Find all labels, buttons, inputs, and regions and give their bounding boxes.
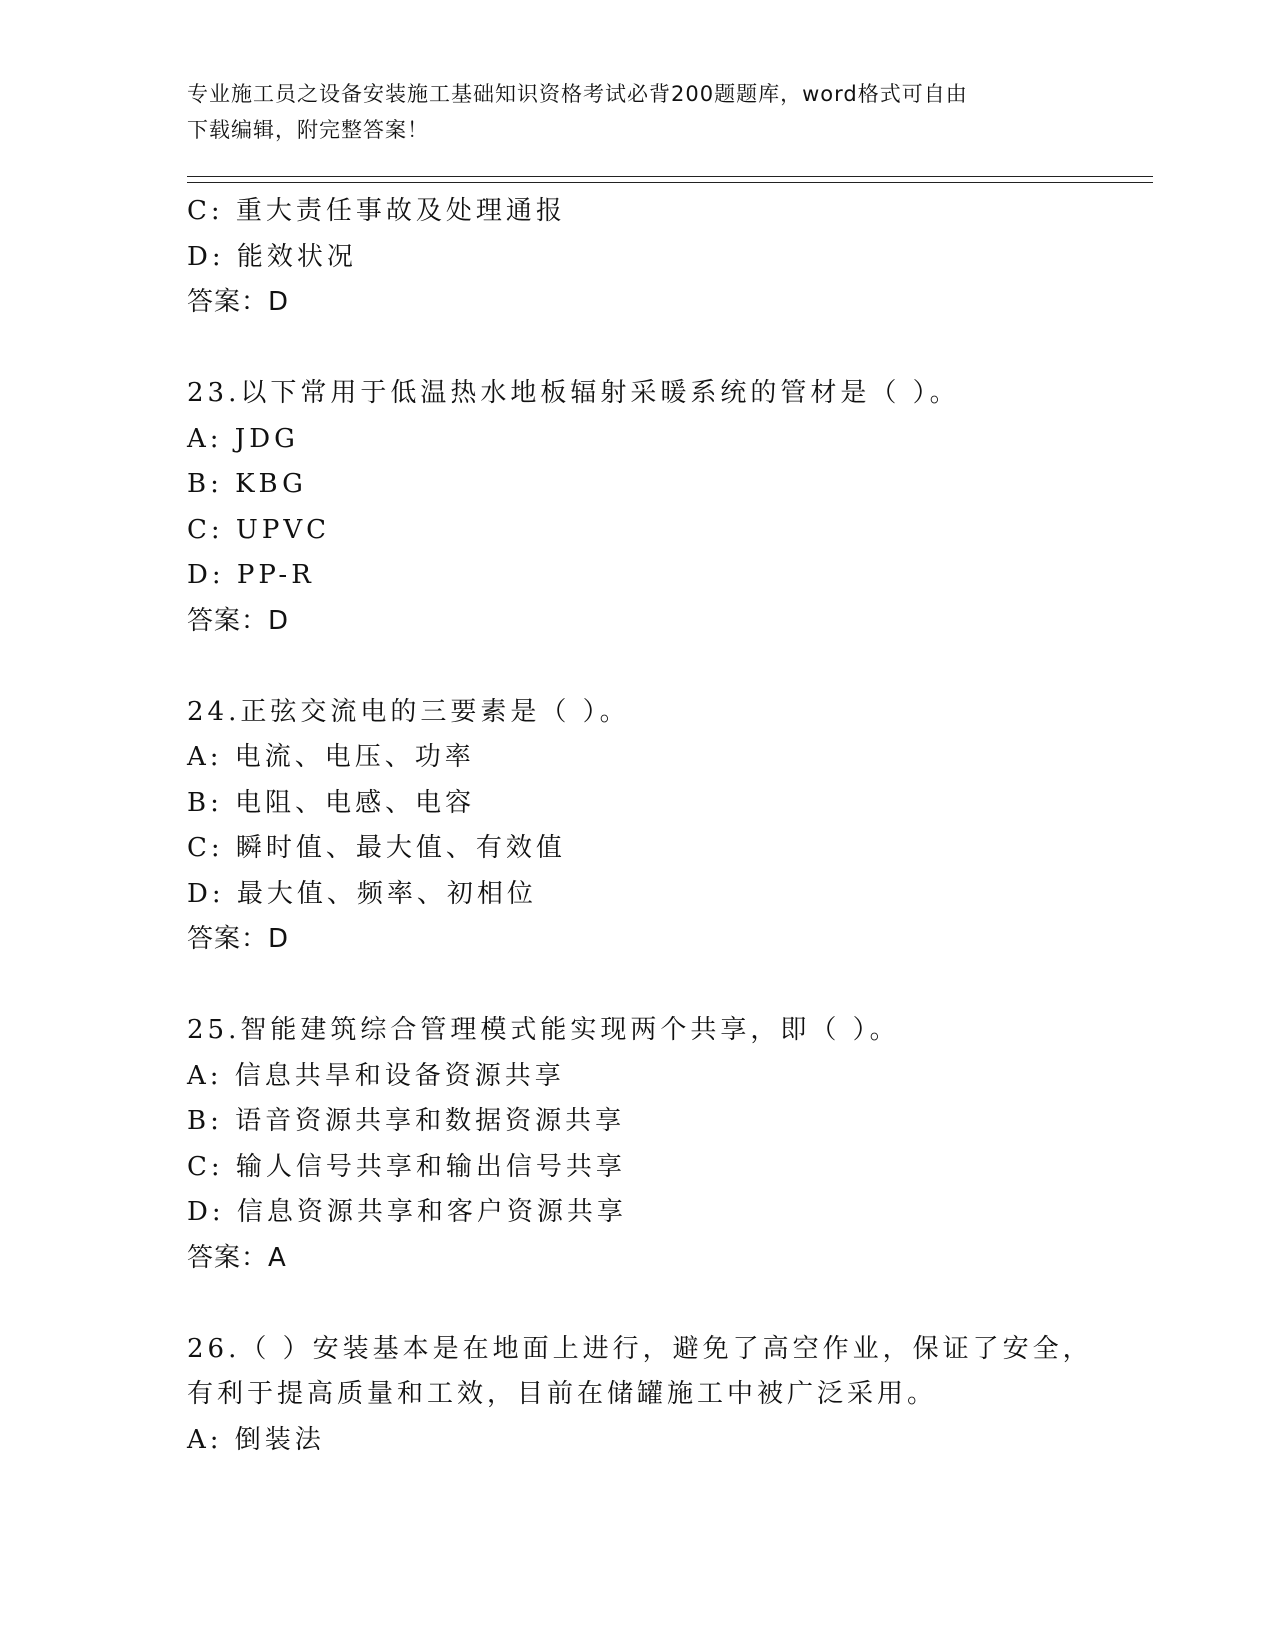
answer: 答案：D [187, 924, 290, 954]
option-b: B: KBG [187, 469, 307, 499]
question-22-tail [187, 189, 1087, 326]
answer: 答案：D [187, 605, 290, 636]
option-c: C: 输人信号共享和输出信号共享 [187, 1151, 626, 1182]
question-stem-line-1: 26.（ ）安装基本是在地面上进行，避免了高空作业，保证了安全， [187, 1333, 1093, 1364]
header-divider-bottom [187, 182, 1153, 183]
option-a: A: 电流、电压、功率 [187, 742, 475, 772]
question-stem-line-2: 有利于提高质量和工效，目前在储罐施工中被广泛采用。 [187, 1379, 938, 1409]
question-stem: 25.智能建筑综合管理模式能实现两个共享，即（ ）。 [187, 1015, 900, 1045]
answer: 答案：D [187, 287, 290, 317]
option-d: D: PP-R [187, 560, 315, 590]
option-d: D: 能效状况 [187, 241, 357, 272]
header-divider-top [187, 176, 1153, 177]
option-c: C: 瞬时值、最大值、有效值 [187, 833, 566, 863]
question-stem: 24.正弦交流电的三要素是（ ）。 [187, 696, 630, 727]
question-26 [187, 1327, 1093, 1464]
option-b: B: 语音资源共享和数据资源共享 [187, 1106, 626, 1136]
header-title-line-2: 下载编辑，附完整答案！ [187, 118, 429, 142]
answer: 答案：A [187, 1242, 287, 1273]
question-24 [187, 690, 1087, 963]
option-a: A: 信息共旱和设备资源共享 [187, 1060, 565, 1091]
option-a: A: JDG [187, 423, 299, 454]
option-d: D: 最大值、频率、初相位 [187, 878, 537, 909]
option-b: B: 电阻、电感、电容 [187, 787, 476, 818]
question-23 [187, 371, 1087, 644]
option-d: D: 信息资源共享和客户资源共享 [187, 1197, 627, 1227]
header-title-line-1: 专业施工员之设备安装施工基础知识资格考试必背200题题库，word格式可自由 [187, 82, 968, 106]
option-c: C: UPVC [187, 514, 330, 545]
option-a: A: 倒装法 [187, 1424, 325, 1455]
question-stem: 23.以下常用于低温热水地板辐射采暖系统的管材是（ ）。 [187, 378, 960, 408]
question-list [187, 189, 1093, 1463]
question-25 [187, 1008, 1087, 1281]
document-header [187, 76, 1087, 148]
option-c: C: 重大责任事故及处理通报 [187, 196, 566, 226]
